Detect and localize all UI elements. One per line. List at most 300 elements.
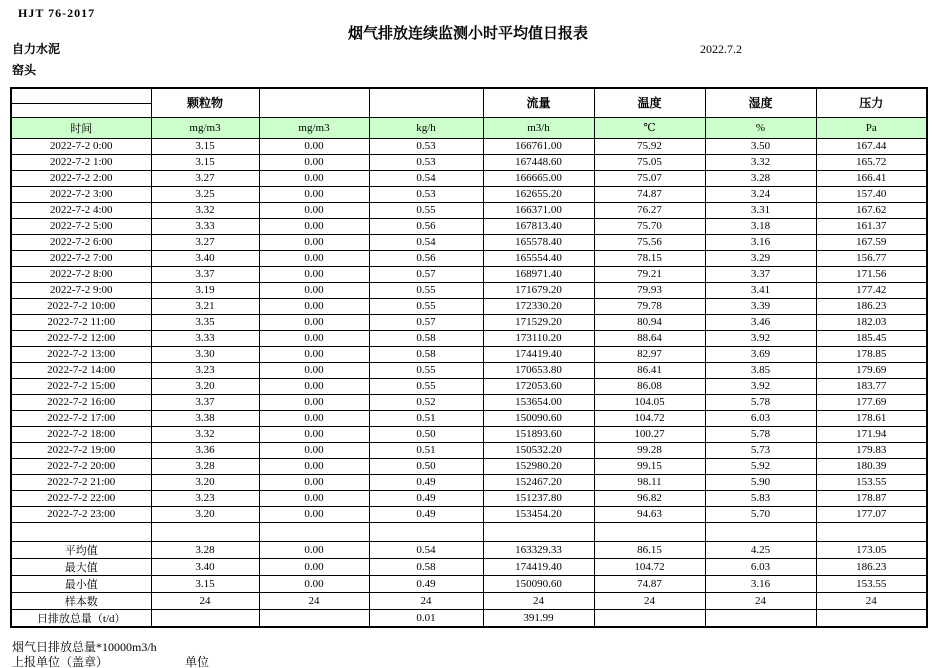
time-cell: 2022-7-2 8:00 bbox=[11, 266, 151, 282]
value-cell: 6.03 bbox=[705, 410, 816, 426]
summary-value-cell: 24 bbox=[151, 592, 259, 609]
hourly-data-row bbox=[11, 506, 927, 522]
value-cell: 180.39 bbox=[816, 458, 927, 474]
value-cell: 3.27 bbox=[151, 234, 259, 250]
value-cell: 5.73 bbox=[705, 442, 816, 458]
value-cell: 3.32 bbox=[705, 154, 816, 170]
value-cell: 3.37 bbox=[151, 394, 259, 410]
value-cell: 0.50 bbox=[369, 426, 483, 442]
time-cell: 2022-7-2 11:00 bbox=[11, 314, 151, 330]
value-cell: 79.78 bbox=[594, 298, 705, 314]
value-cell: 5.83 bbox=[705, 490, 816, 506]
value-cell: 0.00 bbox=[259, 154, 369, 170]
time-cell: 2022-7-2 16:00 bbox=[11, 394, 151, 410]
value-cell: 167813.40 bbox=[483, 218, 594, 234]
footer-signature-line bbox=[12, 653, 210, 668]
value-cell: 79.93 bbox=[594, 282, 705, 298]
value-cell: 3.92 bbox=[705, 330, 816, 346]
header-corner-bottom-cell bbox=[11, 103, 151, 117]
col-header-particulate: 颗粒物 bbox=[151, 88, 259, 117]
value-cell: 100.27 bbox=[594, 426, 705, 442]
value-cell: 0.55 bbox=[369, 378, 483, 394]
value-cell: 104.05 bbox=[594, 394, 705, 410]
value-cell: 3.19 bbox=[151, 282, 259, 298]
summary-value-cell: 3.15 bbox=[151, 575, 259, 592]
value-cell: 0.50 bbox=[369, 458, 483, 474]
value-cell: 3.92 bbox=[705, 378, 816, 394]
value-cell: 0.00 bbox=[259, 474, 369, 490]
value-cell: 0.57 bbox=[369, 314, 483, 330]
summary-value-cell: 24 bbox=[816, 592, 927, 609]
value-cell: 178.61 bbox=[816, 410, 927, 426]
value-cell: 177.07 bbox=[816, 506, 927, 522]
value-cell: 3.24 bbox=[705, 186, 816, 202]
value-cell: 0.00 bbox=[259, 442, 369, 458]
value-cell: 0.58 bbox=[369, 346, 483, 362]
summary-value-cell: 24 bbox=[259, 592, 369, 609]
hourly-data-row bbox=[11, 266, 927, 282]
col-header-pressure: 压力 bbox=[816, 88, 927, 117]
value-cell: 3.15 bbox=[151, 154, 259, 170]
value-cell: 0.58 bbox=[369, 330, 483, 346]
value-cell: 178.85 bbox=[816, 346, 927, 362]
value-cell: 171529.20 bbox=[483, 314, 594, 330]
summary-row bbox=[11, 592, 927, 609]
hourly-data-row bbox=[11, 202, 927, 218]
value-cell: 167.59 bbox=[816, 234, 927, 250]
value-cell: 3.33 bbox=[151, 218, 259, 234]
value-cell: 0.00 bbox=[259, 282, 369, 298]
time-cell: 2022-7-2 0:00 bbox=[11, 138, 151, 154]
hourly-data-row bbox=[11, 234, 927, 250]
summary-value-cell: 104.72 bbox=[594, 558, 705, 575]
value-cell: 3.30 bbox=[151, 346, 259, 362]
summary-value-cell bbox=[259, 609, 369, 627]
hourly-data-row bbox=[11, 426, 927, 442]
time-cell: 2022-7-2 10:00 bbox=[11, 298, 151, 314]
value-cell: 166.41 bbox=[816, 170, 927, 186]
value-cell: 172053.60 bbox=[483, 378, 594, 394]
time-cell: 2022-7-2 4:00 bbox=[11, 202, 151, 218]
summary-value-cell: 150090.60 bbox=[483, 575, 594, 592]
spacer-cell bbox=[816, 522, 927, 541]
value-cell: 80.94 bbox=[594, 314, 705, 330]
hourly-data-row bbox=[11, 314, 927, 330]
summary-value-cell: 3.28 bbox=[151, 541, 259, 558]
col-header-temperature: 温度 bbox=[594, 88, 705, 117]
summary-label-cell: 样本数 bbox=[11, 592, 151, 609]
monitor-point-name: 窑头 bbox=[12, 63, 37, 77]
header-corner-top-cell bbox=[11, 88, 151, 103]
value-cell: 0.00 bbox=[259, 330, 369, 346]
value-cell: 0.57 bbox=[369, 266, 483, 282]
hourly-data-row bbox=[11, 186, 927, 202]
value-cell: 0.00 bbox=[259, 378, 369, 394]
spacer-cell bbox=[483, 522, 594, 541]
value-cell: 165578.40 bbox=[483, 234, 594, 250]
summary-value-cell: 74.87 bbox=[594, 575, 705, 592]
value-cell: 3.50 bbox=[705, 138, 816, 154]
value-cell: 0.00 bbox=[259, 426, 369, 442]
unit-cell-mgm3-1: mg/m3 bbox=[151, 117, 259, 138]
summary-value-cell: 4.25 bbox=[705, 541, 816, 558]
value-cell: 0.00 bbox=[259, 410, 369, 426]
value-cell: 3.18 bbox=[705, 218, 816, 234]
value-cell: 183.77 bbox=[816, 378, 927, 394]
value-cell: 75.07 bbox=[594, 170, 705, 186]
time-cell: 2022-7-2 23:00 bbox=[11, 506, 151, 522]
spacer-cell bbox=[259, 522, 369, 541]
value-cell: 0.00 bbox=[259, 218, 369, 234]
hourly-data-row bbox=[11, 394, 927, 410]
table-body bbox=[11, 138, 927, 627]
time-cell: 2022-7-2 22:00 bbox=[11, 490, 151, 506]
value-cell: 0.00 bbox=[259, 234, 369, 250]
value-cell: 166665.00 bbox=[483, 170, 594, 186]
summary-value-cell: 0.54 bbox=[369, 541, 483, 558]
spacer-cell bbox=[594, 522, 705, 541]
value-cell: 0.56 bbox=[369, 250, 483, 266]
value-cell: 167448.60 bbox=[483, 154, 594, 170]
value-cell: 3.23 bbox=[151, 490, 259, 506]
value-cell: 3.31 bbox=[705, 202, 816, 218]
spacer-cell bbox=[369, 522, 483, 541]
value-cell: 0.51 bbox=[369, 410, 483, 426]
value-cell: 0.55 bbox=[369, 202, 483, 218]
value-cell: 153.55 bbox=[816, 474, 927, 490]
unit-cell-mgm3-2: mg/m3 bbox=[259, 117, 369, 138]
table-header bbox=[11, 88, 927, 138]
value-cell: 186.23 bbox=[816, 298, 927, 314]
time-cell: 2022-7-2 7:00 bbox=[11, 250, 151, 266]
value-cell: 96.82 bbox=[594, 490, 705, 506]
hourly-data-row bbox=[11, 218, 927, 234]
value-cell: 86.41 bbox=[594, 362, 705, 378]
value-cell: 3.16 bbox=[705, 234, 816, 250]
value-cell: 0.53 bbox=[369, 186, 483, 202]
time-cell: 2022-7-2 17:00 bbox=[11, 410, 151, 426]
value-cell: 171.56 bbox=[816, 266, 927, 282]
value-cell: 162655.20 bbox=[483, 186, 594, 202]
value-cell: 5.90 bbox=[705, 474, 816, 490]
summary-label-cell: 最大值 bbox=[11, 558, 151, 575]
value-cell: 0.51 bbox=[369, 442, 483, 458]
company-name: 自力水泥 bbox=[12, 42, 61, 56]
value-cell: 166761.00 bbox=[483, 138, 594, 154]
summary-value-cell: 6.03 bbox=[705, 558, 816, 575]
value-cell: 171.94 bbox=[816, 426, 927, 442]
hourly-data-row bbox=[11, 298, 927, 314]
value-cell: 5.78 bbox=[705, 426, 816, 442]
value-cell: 177.69 bbox=[816, 394, 927, 410]
summary-value-cell: 0.00 bbox=[259, 541, 369, 558]
value-cell: 0.00 bbox=[259, 266, 369, 282]
spacer-cell bbox=[151, 522, 259, 541]
value-cell: 3.35 bbox=[151, 314, 259, 330]
value-cell: 3.40 bbox=[151, 250, 259, 266]
value-cell: 3.46 bbox=[705, 314, 816, 330]
value-cell: 99.15 bbox=[594, 458, 705, 474]
summary-value-cell: 153.55 bbox=[816, 575, 927, 592]
value-cell: 5.78 bbox=[705, 394, 816, 410]
summary-value-cell bbox=[705, 609, 816, 627]
unit-label: 单位 bbox=[185, 655, 210, 668]
value-cell: 0.49 bbox=[369, 474, 483, 490]
time-cell: 2022-7-2 2:00 bbox=[11, 170, 151, 186]
summary-row bbox=[11, 609, 927, 627]
value-cell: 171679.20 bbox=[483, 282, 594, 298]
value-cell: 166371.00 bbox=[483, 202, 594, 218]
time-cell: 2022-7-2 1:00 bbox=[11, 154, 151, 170]
value-cell: 179.83 bbox=[816, 442, 927, 458]
value-cell: 156.77 bbox=[816, 250, 927, 266]
value-cell: 167.44 bbox=[816, 138, 927, 154]
value-cell: 99.28 bbox=[594, 442, 705, 458]
value-cell: 3.33 bbox=[151, 330, 259, 346]
value-cell: 3.38 bbox=[151, 410, 259, 426]
value-cell: 165554.40 bbox=[483, 250, 594, 266]
value-cell: 0.53 bbox=[369, 138, 483, 154]
value-cell: 0.54 bbox=[369, 170, 483, 186]
value-cell: 0.55 bbox=[369, 298, 483, 314]
value-cell: 3.37 bbox=[151, 266, 259, 282]
value-cell: 0.49 bbox=[369, 506, 483, 522]
value-cell: 104.72 bbox=[594, 410, 705, 426]
col-header-blank-2 bbox=[369, 88, 483, 117]
report-date: 2022.7.2 bbox=[700, 42, 742, 56]
summary-value-cell bbox=[816, 609, 927, 627]
unit-header-row bbox=[11, 117, 927, 138]
summary-label-cell: 最小值 bbox=[11, 575, 151, 592]
value-cell: 3.28 bbox=[151, 458, 259, 474]
value-cell: 98.11 bbox=[594, 474, 705, 490]
summary-value-cell bbox=[594, 609, 705, 627]
unit-cell-kgh: kg/h bbox=[369, 117, 483, 138]
hourly-data-row bbox=[11, 410, 927, 426]
hourly-data-row bbox=[11, 170, 927, 186]
value-cell: 76.27 bbox=[594, 202, 705, 218]
value-cell: 0.00 bbox=[259, 314, 369, 330]
value-cell: 0.49 bbox=[369, 490, 483, 506]
hourly-data-row bbox=[11, 330, 927, 346]
col-header-blank-1 bbox=[259, 88, 369, 117]
value-cell: 167.62 bbox=[816, 202, 927, 218]
value-cell: 0.00 bbox=[259, 250, 369, 266]
value-cell: 3.20 bbox=[151, 474, 259, 490]
spacer-row bbox=[11, 522, 927, 541]
summary-value-cell: 24 bbox=[594, 592, 705, 609]
value-cell: 152467.20 bbox=[483, 474, 594, 490]
report-unit-label: 上报单位（盖章） bbox=[12, 655, 109, 668]
value-cell: 0.54 bbox=[369, 234, 483, 250]
value-cell: 0.56 bbox=[369, 218, 483, 234]
col-header-humidity: 湿度 bbox=[705, 88, 816, 117]
value-cell: 3.32 bbox=[151, 202, 259, 218]
unit-cell-percent: % bbox=[705, 117, 816, 138]
value-cell: 0.00 bbox=[259, 186, 369, 202]
value-cell: 3.20 bbox=[151, 378, 259, 394]
value-cell: 0.00 bbox=[259, 506, 369, 522]
value-cell: 0.00 bbox=[259, 394, 369, 410]
time-cell: 2022-7-2 12:00 bbox=[11, 330, 151, 346]
group-header-row bbox=[11, 88, 927, 103]
value-cell: 3.41 bbox=[705, 282, 816, 298]
value-cell: 0.00 bbox=[259, 138, 369, 154]
summary-value-cell: 163329.33 bbox=[483, 541, 594, 558]
summary-value-cell: 174419.40 bbox=[483, 558, 594, 575]
value-cell: 0.00 bbox=[259, 490, 369, 506]
hourly-data-row bbox=[11, 458, 927, 474]
time-cell: 2022-7-2 6:00 bbox=[11, 234, 151, 250]
summary-row bbox=[11, 575, 927, 592]
summary-row bbox=[11, 541, 927, 558]
value-cell: 185.45 bbox=[816, 330, 927, 346]
value-cell: 86.08 bbox=[594, 378, 705, 394]
footer-note: 烟气日排放总量*10000m3/h bbox=[12, 640, 157, 654]
value-cell: 3.29 bbox=[705, 250, 816, 266]
value-cell: 0.00 bbox=[259, 346, 369, 362]
page-title: 烟气排放连续监测小时平均值日报表 bbox=[347, 26, 588, 42]
value-cell: 0.00 bbox=[259, 170, 369, 186]
col-header-flow: 流量 bbox=[483, 88, 594, 117]
value-cell: 74.87 bbox=[594, 186, 705, 202]
summary-value-cell: 0.00 bbox=[259, 575, 369, 592]
value-cell: 3.28 bbox=[705, 170, 816, 186]
unit-cell-m3h: m3/h bbox=[483, 117, 594, 138]
value-cell: 157.40 bbox=[816, 186, 927, 202]
value-cell: 150532.20 bbox=[483, 442, 594, 458]
value-cell: 5.92 bbox=[705, 458, 816, 474]
hourly-data-row bbox=[11, 138, 927, 154]
summary-value-cell: 3.40 bbox=[151, 558, 259, 575]
monitoring-data-table bbox=[10, 87, 928, 628]
value-cell: 0.55 bbox=[369, 282, 483, 298]
time-cell: 2022-7-2 9:00 bbox=[11, 282, 151, 298]
summary-value-cell: 0.58 bbox=[369, 558, 483, 575]
value-cell: 0.55 bbox=[369, 362, 483, 378]
summary-value-cell: 24 bbox=[369, 592, 483, 609]
value-cell: 173110.20 bbox=[483, 330, 594, 346]
summary-row bbox=[11, 558, 927, 575]
value-cell: 94.63 bbox=[594, 506, 705, 522]
summary-value-cell: 3.16 bbox=[705, 575, 816, 592]
value-cell: 75.56 bbox=[594, 234, 705, 250]
summary-value-cell: 0.01 bbox=[369, 609, 483, 627]
value-cell: 0.00 bbox=[259, 202, 369, 218]
time-cell: 2022-7-2 19:00 bbox=[11, 442, 151, 458]
value-cell: 153654.00 bbox=[483, 394, 594, 410]
hourly-data-row bbox=[11, 154, 927, 170]
summary-label-cell: 平均值 bbox=[11, 541, 151, 558]
time-cell: 2022-7-2 5:00 bbox=[11, 218, 151, 234]
value-cell: 178.87 bbox=[816, 490, 927, 506]
hourly-data-row bbox=[11, 362, 927, 378]
value-cell: 165.72 bbox=[816, 154, 927, 170]
value-cell: 161.37 bbox=[816, 218, 927, 234]
value-cell: 3.21 bbox=[151, 298, 259, 314]
standard-code: HJT 76-2017 bbox=[18, 6, 96, 20]
value-cell: 182.03 bbox=[816, 314, 927, 330]
unit-cell-pa: Pa bbox=[816, 117, 927, 138]
value-cell: 3.32 bbox=[151, 426, 259, 442]
value-cell: 179.69 bbox=[816, 362, 927, 378]
value-cell: 0.00 bbox=[259, 298, 369, 314]
time-cell: 2022-7-2 14:00 bbox=[11, 362, 151, 378]
summary-value-cell: 86.15 bbox=[594, 541, 705, 558]
hourly-data-row bbox=[11, 474, 927, 490]
value-cell: 3.37 bbox=[705, 266, 816, 282]
value-cell: 177.42 bbox=[816, 282, 927, 298]
value-cell: 3.23 bbox=[151, 362, 259, 378]
value-cell: 5.70 bbox=[705, 506, 816, 522]
summary-label-cell: 日排放总量（t/d） bbox=[11, 609, 151, 627]
value-cell: 174419.40 bbox=[483, 346, 594, 362]
value-cell: 150090.60 bbox=[483, 410, 594, 426]
value-cell: 3.39 bbox=[705, 298, 816, 314]
time-cell: 2022-7-2 3:00 bbox=[11, 186, 151, 202]
value-cell: 168971.40 bbox=[483, 266, 594, 282]
value-cell: 3.20 bbox=[151, 506, 259, 522]
value-cell: 3.15 bbox=[151, 138, 259, 154]
summary-value-cell: 391.99 bbox=[483, 609, 594, 627]
spacer-cell bbox=[11, 522, 151, 541]
value-cell: 75.92 bbox=[594, 138, 705, 154]
summary-value-cell: 0.49 bbox=[369, 575, 483, 592]
value-cell: 152980.20 bbox=[483, 458, 594, 474]
value-cell: 0.00 bbox=[259, 362, 369, 378]
value-cell: 151237.80 bbox=[483, 490, 594, 506]
value-cell: 75.70 bbox=[594, 218, 705, 234]
value-cell: 78.15 bbox=[594, 250, 705, 266]
summary-value-cell: 0.00 bbox=[259, 558, 369, 575]
hourly-data-row bbox=[11, 490, 927, 506]
value-cell: 151893.60 bbox=[483, 426, 594, 442]
value-cell: 0.53 bbox=[369, 154, 483, 170]
value-cell: 3.69 bbox=[705, 346, 816, 362]
summary-value-cell bbox=[151, 609, 259, 627]
value-cell: 75.05 bbox=[594, 154, 705, 170]
summary-value-cell: 24 bbox=[483, 592, 594, 609]
summary-value-cell: 24 bbox=[705, 592, 816, 609]
spacer-cell bbox=[705, 522, 816, 541]
value-cell: 153454.20 bbox=[483, 506, 594, 522]
value-cell: 3.85 bbox=[705, 362, 816, 378]
hourly-data-row bbox=[11, 346, 927, 362]
value-cell: 79.21 bbox=[594, 266, 705, 282]
time-cell: 2022-7-2 21:00 bbox=[11, 474, 151, 490]
value-cell: 0.00 bbox=[259, 458, 369, 474]
value-cell: 0.52 bbox=[369, 394, 483, 410]
value-cell: 82.97 bbox=[594, 346, 705, 362]
time-cell: 2022-7-2 20:00 bbox=[11, 458, 151, 474]
hourly-data-row bbox=[11, 378, 927, 394]
summary-value-cell: 186.23 bbox=[816, 558, 927, 575]
value-cell: 3.25 bbox=[151, 186, 259, 202]
time-cell: 2022-7-2 15:00 bbox=[11, 378, 151, 394]
hourly-data-row bbox=[11, 250, 927, 266]
value-cell: 172330.20 bbox=[483, 298, 594, 314]
value-cell: 170653.80 bbox=[483, 362, 594, 378]
time-column-header: 时间 bbox=[11, 117, 151, 138]
value-cell: 3.27 bbox=[151, 170, 259, 186]
value-cell: 88.64 bbox=[594, 330, 705, 346]
hourly-data-row bbox=[11, 282, 927, 298]
hourly-data-row bbox=[11, 442, 927, 458]
time-cell: 2022-7-2 18:00 bbox=[11, 426, 151, 442]
time-cell: 2022-7-2 13:00 bbox=[11, 346, 151, 362]
value-cell: 3.36 bbox=[151, 442, 259, 458]
unit-cell-celsius: ℃ bbox=[594, 117, 705, 138]
